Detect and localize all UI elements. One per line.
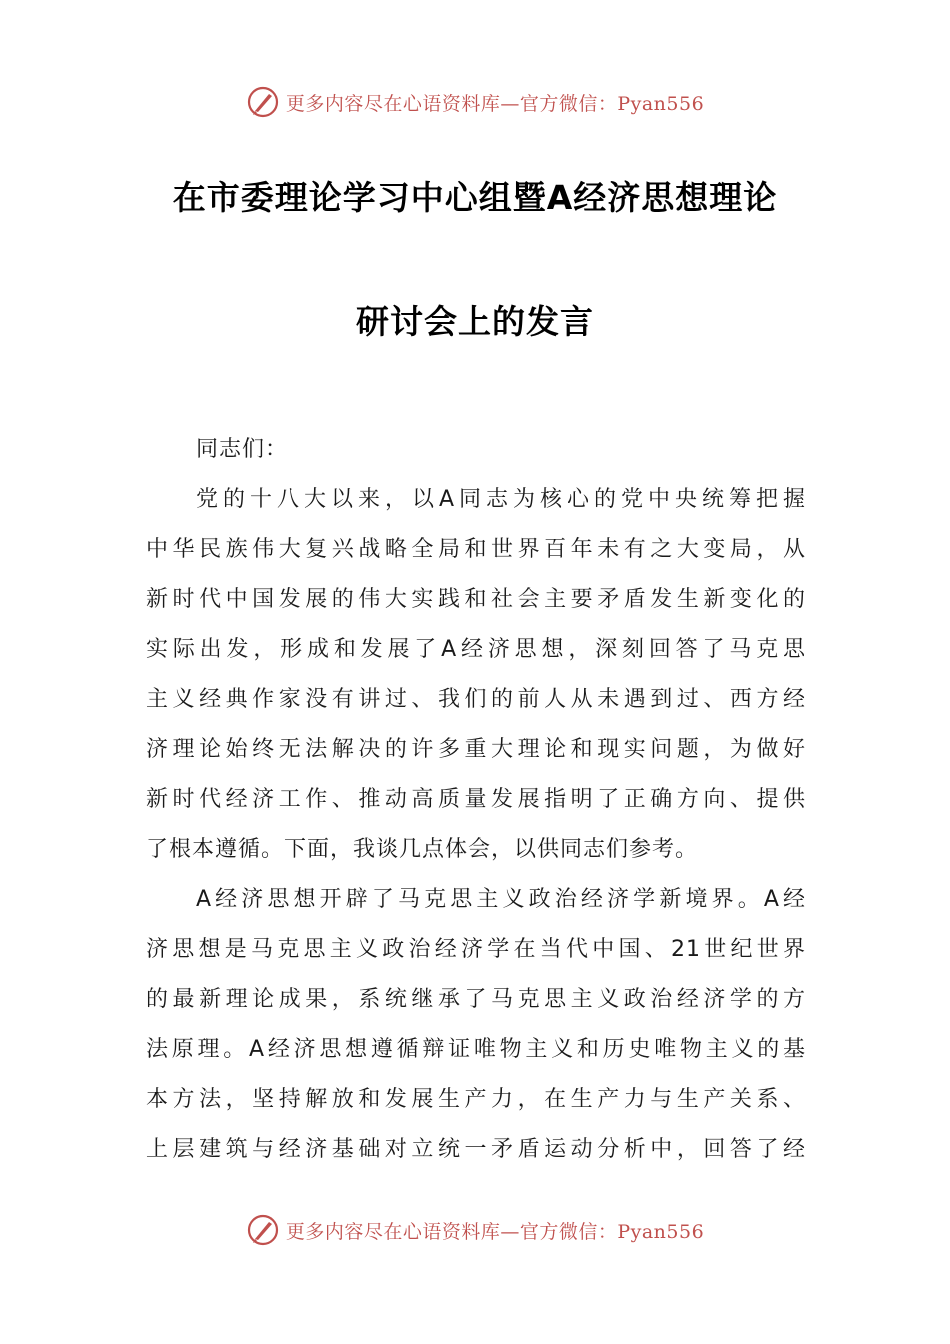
- quill-logo-icon: [246, 1213, 280, 1247]
- document-title-line-2: 研讨会上的发言: [356, 302, 594, 341]
- watermark-banner-bottom: [0, 1210, 950, 1250]
- body-line: A经济思想开辟了马克思主义政治经济学新境界。A经: [196, 887, 806, 912]
- watermark-text: 更多内容尽在心语资料库—官方微信：Pyan556: [285, 1220, 705, 1243]
- salutation: 同志们：: [196, 437, 289, 462]
- body-line: 党的十八大以来，以A同志为核心的党中央统筹把握: [196, 487, 806, 512]
- body-line: 主义经典作家没有讲过、我们的前人从未遇到过、西方经: [146, 687, 806, 712]
- document-title-line-1: 在市委理论学习中心组暨A经济思想理论: [172, 178, 778, 217]
- body-line: 新时代经济工作、推动高质量发展指明了正确方向、提供: [146, 787, 806, 812]
- body-line: 上层建筑与经济基础对立统一矛盾运动分析中，回答了经: [146, 1137, 806, 1162]
- body-line: 中华民族伟大复兴战略全局和世界百年未有之大变局，从: [146, 537, 806, 562]
- quill-logo-icon: [246, 85, 280, 119]
- body-line: 实际出发，形成和发展了A经济思想，深刻回答了马克思: [146, 637, 806, 662]
- watermark-text: 更多内容尽在心语资料库—官方微信：Pyan556: [285, 92, 705, 115]
- body-line: 济思想是马克思主义政治经济学在当代中国、21世纪世界: [146, 937, 806, 962]
- document-body: [146, 425, 806, 1175]
- body-line: 了根本遵循。下面，我谈几点体会，以供同志们参考。: [146, 837, 699, 862]
- body-line: 济理论始终无法解决的许多重大理论和现实问题，为做好: [146, 737, 806, 762]
- body-line: 法原理。A经济思想遵循辩证唯物主义和历史唯物主义的基: [146, 1037, 806, 1062]
- body-line: 的最新理论成果，系统继承了马克思主义政治经济学的方: [146, 987, 806, 1012]
- watermark-banner-top: [0, 82, 950, 122]
- body-line: 本方法，坚持解放和发展生产力，在生产力与生产关系、: [146, 1087, 806, 1112]
- body-line: 新时代中国发展的伟大实践和社会主要矛盾发生新变化的: [146, 587, 806, 612]
